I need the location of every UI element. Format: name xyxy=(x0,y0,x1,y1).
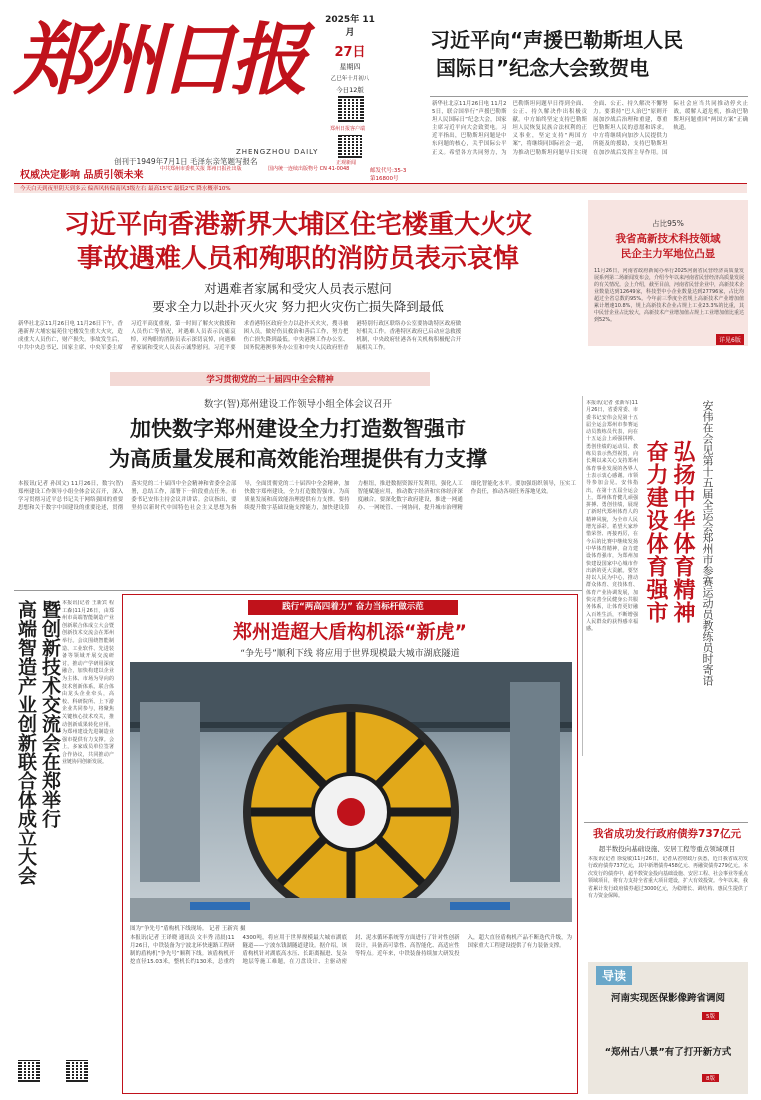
vertical-title-line2: 奋力建设体育强市 xyxy=(643,440,668,624)
left-qr-code-2-icon[interactable] xyxy=(66,1060,88,1082)
headline-body: 新华社北京11月26日电 11月26日下午，香港新界大埔宏福苑住宅楼发生重大火灾，造成重大人员伤亡，财产损失。事故发生后，中共中央总书记、国家主席、中央军委主席习近平高度重视，第一时间了解火灾救援和人员伤亡等情况，对遇难人员表示沉痛哀悼，对殉职的消防员表示深切哀悼，向遇难者家属和受灾人员表示诚挚慰问。习近平要求香港特区政府全力以赴扑灭火灾，搜寻被困人员，做好伤员救治和善后工作，努力把伤亡损失降到最低。中央港澳工作办公室、国务院港澳事务办公室和中央人民政府驻香港特别行政区联络办公室要协助特区政府做好相关工作。香港特区政府已启动应急救援机制，中央政府驻港各有关机构积极配合开展相关工作。 xyxy=(18,321,462,352)
sidebar-title xyxy=(588,232,748,262)
guide-label: 导读 xyxy=(596,966,632,985)
guide-item-2[interactable] xyxy=(592,1044,744,1082)
sidebar-title-line2: 民企主力军地位凸显 xyxy=(620,248,716,260)
guide-item-1-title: 河南实现医保影像跨省调阅 xyxy=(610,993,725,1004)
bond-title: 我省成功发行政府债券737亿元 xyxy=(593,828,741,840)
photo-story-title: 郑州造超大盾构机添“新虎” xyxy=(233,621,467,643)
digital-kicker: 数字(智)郑州建设工作领导小组全体会议召开 xyxy=(204,399,392,410)
left-story-title xyxy=(14,600,62,890)
photo-story-subtitle: “争先号”顺利下线 将应用于世界现模最大城市湖底隧道 xyxy=(240,649,460,659)
section-banner-text: 学习贯彻党的二十届四中全会精神 xyxy=(206,375,334,385)
post-code: 邮发代号:35-3 xyxy=(370,168,407,174)
headline xyxy=(18,208,578,276)
vertical-story-title xyxy=(642,440,696,690)
digital-title-line2: 为高质量发展和高效能治理提供有力支撑 xyxy=(109,447,487,471)
date-panel xyxy=(325,12,375,94)
app-qr-code-icon[interactable] xyxy=(338,96,364,122)
app-label: 郑州日报客户端 xyxy=(330,126,366,132)
app-label-2: 正观新闻 xyxy=(336,160,357,166)
headline-line2: 事故遇难人员和殉职的消防员表示哀悼 xyxy=(76,244,519,274)
top-story-title-line1: 习近平向“声援巴勒斯坦人民 xyxy=(430,28,684,52)
weather-text: 今天白天到夜里阴天到多云 偏西风转偏南风3级左右 最高15℃ 最低2℃ 降水概率10% xyxy=(20,186,231,192)
slogan: 权威决定影响 品质引领未来 xyxy=(20,170,144,181)
headline-line1: 习近平向香港新界大埔区住宅楼重大火灾 xyxy=(63,210,532,240)
issue-info: 国内统一连续出版物号 CN 41-0048 xyxy=(268,166,350,172)
vertical-title-line1: 弘扬中华体育精神 xyxy=(670,440,695,624)
bond-body: 本报讯(记者 徐爱敏)11月26日，记者从省财政厅获悉，近日我省成功发行政府债券737亿元，其中新增债券458亿元、再融资债券279亿元。本次发行的债券中，超半数资金投向基础设施、安居工程、社会事业等重点领域项目，将有力支持全省重大项目建设，扩大有效投资。今年以来，我省累计发行政府债券超过3000亿元，为稳增长、调结构、惠民生提供了有力资金保障。 xyxy=(588,856,748,900)
founded-line: 创刊于1949年7月1日 毛泽东亲笔题写报名 xyxy=(114,157,258,166)
digital-body: 本报讯(记者 孙国文) 11月26日，数字(智)郑州建设工作领导小组全体会议召开，深入学习贯彻习近平总书记关于网络强国的重要思想和关于数字中国建设的重要论述，贯彻落实党的二十届四中全会精神和省委全会部署，总结工作，部署下一阶段重点任务。市委书记安伟主持会议并讲话。会议指出，要坚持以新时代中国特色社会主义思想为指导，全面贯彻党的二十届四中全会精神，加快数字郑州建设，全力打造数智强市，为高质量发展和高效能治理提供有力支撑。要持续提升数字基础设施支撑能力，加快建设算力枢纽，推进数据资源开发利用，强化人工智能赋能应用，推动数字经济和实体经济深度融合。要深化数字政府建设，推进一网通办、一网统管、一网协同，提升城市治理精细化智能化水平。要加强组织领导，压实工作责任，推动各项任务落地见效。 xyxy=(18,481,576,512)
bond-subtitle: 超半数投向基础设施、安居工程等重点领域项目 xyxy=(598,845,736,853)
masthead-pinyin: ZHENGZHOU DAILY xyxy=(236,148,319,156)
top-story-title-line2: 国际日”纪念大会致贺电 xyxy=(436,56,650,80)
serial-number: 第16800号 xyxy=(370,176,399,182)
masthead-logo: 郑州日报 xyxy=(14,15,303,106)
page-count: 今日12版 xyxy=(336,86,364,94)
digital-title xyxy=(18,414,578,474)
guide-item-1[interactable] xyxy=(592,990,744,1020)
weekday: 星期四 xyxy=(339,63,361,71)
date-year-month: 2025年 11月 xyxy=(325,15,375,38)
guide-item-2-page: 8版 xyxy=(702,1074,719,1082)
digital-title-line1: 加快数字郑州建设全力打造数智强市 xyxy=(130,417,466,441)
headline-sub1: 对遇难者家属和受灾人员表示慰问 xyxy=(204,281,392,296)
date-day: 27日 xyxy=(334,45,366,60)
bond-rule xyxy=(584,822,748,823)
sidebar-kicker: 占比95% xyxy=(652,219,684,228)
column-divider xyxy=(582,396,583,756)
sidebar-title-line1: 我省高新技术科技领域 xyxy=(615,233,721,245)
vertical-story-subtitle: 安伟在会见第十五届全运会郑州市参赛运动员教练员时寄语 xyxy=(701,400,714,686)
tbm-illustration xyxy=(130,662,572,922)
tbm-photo xyxy=(130,662,572,922)
left-title-line2: 高端智造产业创新联合体成立大会 xyxy=(15,600,37,885)
news-qr-code-icon[interactable] xyxy=(338,134,362,158)
left-qr-code-1-icon[interactable] xyxy=(18,1060,40,1082)
photo-story-body: 本报讯(记者 王译晓 通讯员 文丰秀 清晨)11月26日，中铁装备为宁波北环快速路工程研制的盾构机“争先号”顺利下线。该盾构机开挖直径15.03米，整机长约130米，总重约4300吨，将应用于世界规模最大城市湖底隧道——宁波东钱湖隧道建设。据介绍，该盾构机针对湖底高水压、长距离掘进、复杂地层等施工难题，在刀盘设计、主驱动密封、泥水循环系统等方面进行了针对性创新设计，具备高可靠性、高智能化、高适应性等特点。近年来，中铁装备持续加大研发投入，超大直径盾构机产品不断迭代升级，为国家重大工程建设提供了有力装备支撑。 xyxy=(130,935,572,966)
left-title-line1: 暨创新技术交流会在郑举行 xyxy=(39,600,61,828)
top-story-body: 新华社北京11月26日电 11月25日，联合国举行“声援巴勒斯坦人民国际日”纪念大会，国家主席习近平向大会致贺电。习近平指出，巴勒斯坦问题是中东问题的核心，关乎国际公平正义。希望各方共同努力，为巴勒斯坦问题早日得到全面、公正、持久解决作出积极贡献。中方始终坚定支持巴勒斯坦人民恢复民族合法权利的正义事业，坚定支持“两国方案”，将继续同国际社会一道，为推动巴勒斯坦问题早日实现全面、公正、持久解决不懈努力。要秉持“巴人治巴”原则开展加沙战后治理和重建，尊重巴勒斯坦人民的意愿和诉求。中方将继续向加沙人民提供力所能及的援助，支持巴勒斯坦在加沙战后发挥主导作用。国际社会应当共同推动停火止战，缓解人道危机，推动巴勒斯坦问题重回“两国方案”正确轨道。 xyxy=(432,101,748,156)
guide-item-2-title: “郑州古八景”有了打开新方式 xyxy=(604,1047,732,1058)
headline-sub2: 要求全力以赴扑灭火灾 努力把火灾伤亡损失降到最低 xyxy=(152,299,444,314)
top-story-title xyxy=(430,26,750,82)
sidebar-body: 11月26日，河南省政府新闻办举行2025河南省民营经济高质量发展系列第二场新闻发布会，介绍今年以来河南省民营经济高质量发展的有关情况。会上介绍，截至目前，河南省民营企业中，高新技术企业数量达到12649家，科技型中小企业数量达到27796家，占比均超过全省总数的95%。今年前三季度全省规上高新技术产业增加值累计增速10.8%，规上高新技术企业占规上工业23.3%的比重，其中民营企业占比较大，高新技术产业增加值占规上工业增加值比重达到52%。 xyxy=(594,268,744,323)
guide-item-1-page: 5版 xyxy=(702,1012,719,1020)
lunar-date: 乙巳年十月初八 xyxy=(330,76,370,82)
sidebar-more-link[interactable]: 详见6版 xyxy=(716,334,744,345)
photo-story-banner: 践行“两高四着力” 奋力当标杆做示范 xyxy=(248,600,458,615)
vertical-story-body: 本报讯(记者 张新军)11月26日，省委常委、市委书记安伟会见第十五届全运会郑州市参赛运动员教练员代表，向在十五运会上顽强拼搏、勇创佳绩的运动员、教练员表示热烈祝贺，向长期以来关心支持郑州体育事业发展的各界人士表示衷心感谢。市领导参加会见。安伟指出，在第十五届全运会上，郑州体育健儿顽强拼搏、勇创佳绩，展现了新时代郑州体育人的精神风貌，为全市人民增光添彩。希望大家珍惜荣誉、再接再厉，在今后的比赛中继续发扬中华体育精神，奋力建设体育强市，为郑州加快建设国家中心城市作出新的更大贡献。要坚持以人民为中心，推动群众体育、竞技体育、体育产业协调发展，加快完善全民健身公共服务体系，让体育更好融入百姓生活，不断增强人民群众的获得感幸福感。 xyxy=(586,400,638,633)
publisher-line: 中共郑州市委机关报 郑州日报社出版 xyxy=(160,166,242,172)
left-story-body: 本报讯(记者 王新宾 程工森)11月26日，由郑州市高端智能制造产业创新联合体成立大会暨创新技术交流会在郑州举行。会议围绕智能制造、工业软件、先进装备等领域开展交流研讨，推动产学研用深度融合，加快构建以企业为主体、市场为导向的技术创新体系。联合体由龙头企业牵头，高校、科研院所、上下游企业共同参与，将聚焦关键核心技术攻关，推动创新成果转化应用，为郑州建设先进制造业强市提供有力支撑。会上，多家成员单位签署合作协议，共同推动产业链协同创新发展。 xyxy=(62,600,114,766)
photo-caption: 图为“争先号”盾构机下线现场。 记者 王新宾 摄 xyxy=(130,926,246,932)
top-story-rule xyxy=(430,96,748,97)
left-story-rule xyxy=(14,590,582,591)
